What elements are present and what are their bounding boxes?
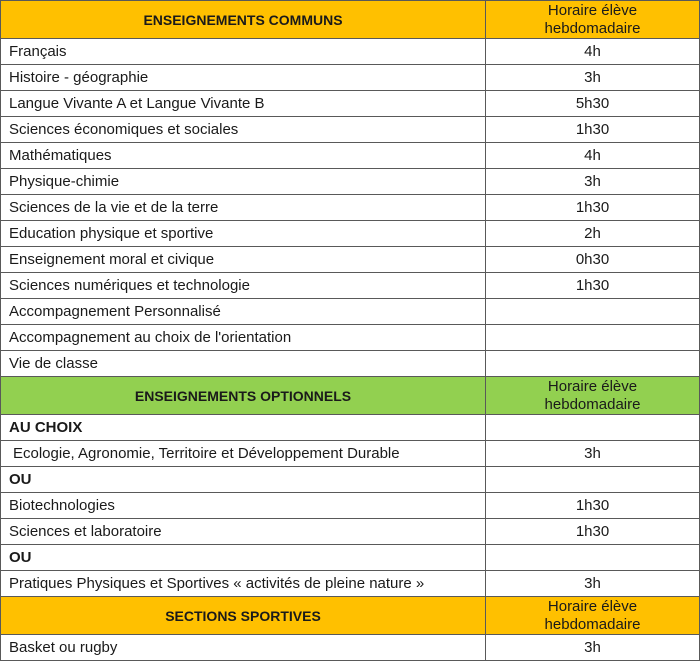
hours-cell: 1h30 xyxy=(486,519,700,545)
subject-cell: Histoire - géographie xyxy=(1,65,486,91)
subject-cell: Pratiques Physiques et Sportives « activités de pleine nature » xyxy=(1,571,486,597)
table-row xyxy=(1,39,700,65)
hours-cell: 1h30 xyxy=(486,117,700,143)
table-row xyxy=(1,493,700,519)
hours-cell xyxy=(486,545,700,571)
hours-cell xyxy=(486,467,700,493)
subject-cell: Sciences de la vie et de la terre xyxy=(1,195,486,221)
subject-cell: Sciences numériques et technologie xyxy=(1,273,486,299)
subject-cell: Biotechnologies xyxy=(1,493,486,519)
table-row xyxy=(1,273,700,299)
hours-header-line2: hebdomadaire xyxy=(544,615,641,633)
subject-cell: Accompagnement Personnalisé xyxy=(1,299,486,325)
table-row xyxy=(1,117,700,143)
subject-cell: Vie de classe xyxy=(1,351,486,377)
subject-cell: Ecologie, Agronomie, Territoire et Développement Durable xyxy=(1,441,486,467)
hours-cell: 4h xyxy=(486,143,700,169)
table-row xyxy=(1,441,700,467)
hours-header-line2: hebdomadaire xyxy=(544,395,641,413)
hours-cell xyxy=(486,351,700,377)
optional-section-header xyxy=(1,377,700,415)
table-row xyxy=(1,571,700,597)
table-row xyxy=(1,351,700,377)
table-row xyxy=(1,169,700,195)
or-label: OU xyxy=(1,545,486,571)
table-row xyxy=(1,195,700,221)
subject-cell: Basket ou rugby xyxy=(1,635,486,661)
hours-cell: 1h30 xyxy=(486,493,700,519)
common-hours-header xyxy=(486,1,700,39)
hours-cell: 4h xyxy=(486,39,700,65)
table-row xyxy=(1,519,700,545)
optional-section-title: ENSEIGNEMENTS OPTIONNELS xyxy=(1,377,486,415)
subject-cell: Enseignement moral et civique xyxy=(1,247,486,273)
subject-cell: Mathématiques xyxy=(1,143,486,169)
hours-header-line1: Horaire élève xyxy=(547,377,638,395)
hours-cell xyxy=(486,325,700,351)
table-row xyxy=(1,65,700,91)
optional-hours-header xyxy=(486,377,700,415)
hours-cell: 3h xyxy=(486,441,700,467)
sports-hours-header xyxy=(486,597,700,635)
common-section-title: ENSEIGNEMENTS COMMUNS xyxy=(1,1,486,39)
hours-cell: 3h xyxy=(486,169,700,195)
subject-cell: Langue Vivante A et Langue Vivante B xyxy=(1,91,486,117)
sports-section-title: SECTIONS SPORTIVES xyxy=(1,597,486,635)
hours-cell xyxy=(486,299,700,325)
hours-header-line1: Horaire élève xyxy=(547,1,638,19)
hours-cell xyxy=(486,415,700,441)
table-row xyxy=(1,247,700,273)
subject-cell: Sciences économiques et sociales xyxy=(1,117,486,143)
table-row xyxy=(1,545,700,571)
hours-header-line1: Horaire élève xyxy=(547,597,638,615)
hours-cell: 0h30 xyxy=(486,247,700,273)
hours-cell: 5h30 xyxy=(486,91,700,117)
table-row xyxy=(1,325,700,351)
table-row xyxy=(1,635,700,661)
hours-cell: 1h30 xyxy=(486,273,700,299)
sports-section-header xyxy=(1,597,700,635)
table-row xyxy=(1,299,700,325)
choice-label: AU CHOIX xyxy=(1,415,486,441)
table-row xyxy=(1,91,700,117)
hours-cell: 3h xyxy=(486,65,700,91)
table-row xyxy=(1,143,700,169)
subject-cell: Accompagnement au choix de l'orientation xyxy=(1,325,486,351)
hours-cell: 3h xyxy=(486,635,700,661)
table-row xyxy=(1,221,700,247)
table-row xyxy=(1,467,700,493)
hours-cell: 1h30 xyxy=(486,195,700,221)
hours-header-line2: hebdomadaire xyxy=(544,19,641,37)
subject-cell: Sciences et laboratoire xyxy=(1,519,486,545)
hours-cell: 2h xyxy=(486,221,700,247)
table-row xyxy=(1,415,700,441)
subject-cell: Education physique et sportive xyxy=(1,221,486,247)
common-section-header xyxy=(1,1,700,39)
or-label: OU xyxy=(1,467,486,493)
subject-cell: Français xyxy=(1,39,486,65)
subject-cell: Physique-chimie xyxy=(1,169,486,195)
hours-cell: 3h xyxy=(486,571,700,597)
